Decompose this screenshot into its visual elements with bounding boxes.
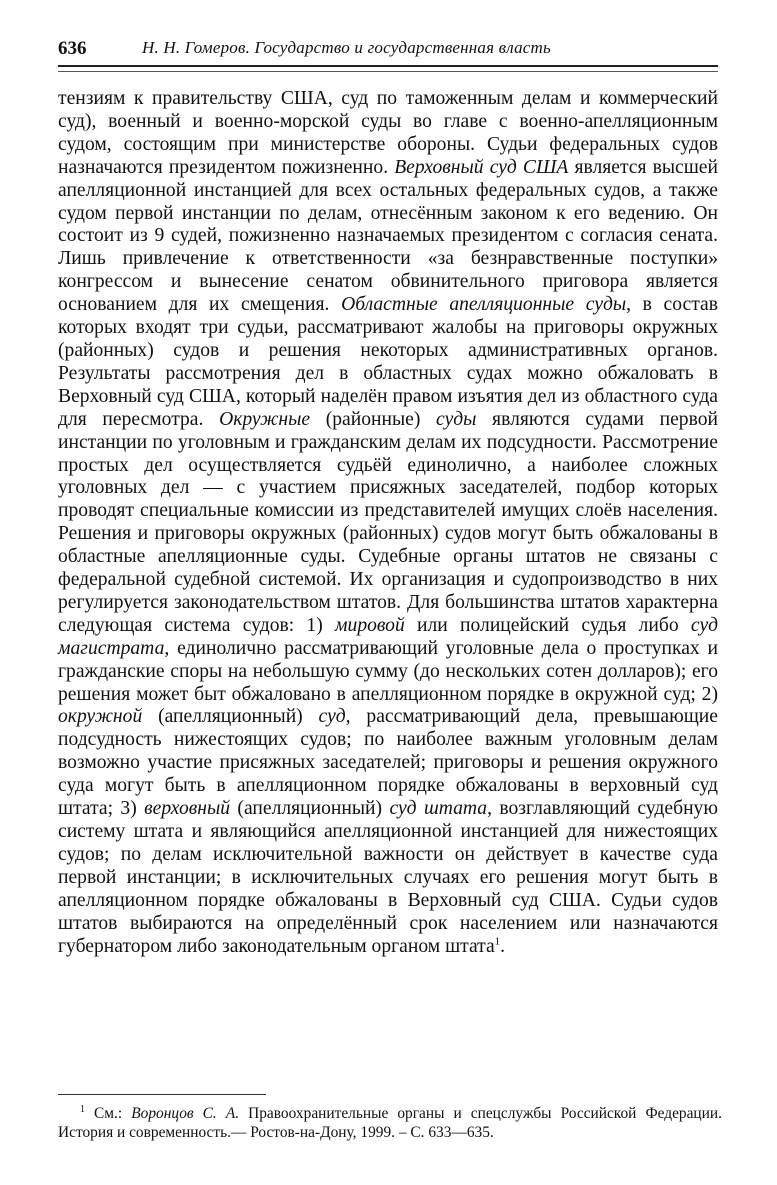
paragraph: тензиям к правительству США, суд по таможенным делам и коммерческий суд), военный и военно-морской суды во главе с военно-апелляционным судом, состоящим при министерстве обороны. Судьи федеральных судов назначаются президентом пожизненно. Верховный суд США является высшей апелляционной инстанцией для всех остальных федеральных судов, а также судом первой инстанции по делам, отнесённым законом к его ведению. Он состоит из 9 судей, пожизненно назначаемых президентом с согласия сената. Лишь привлечение к ответственности «за безнравственные поступки» конгрессом и вынесение сенатом обвинительного приговора является основанием для их смещения. Областные апелляционные суды, в состав которых входят три судьи, рассматривают жалобы на приговоры окружных (районных) судов и решения некоторых административных органов. Результаты рассмотрения дел в областных судах можно обжаловать в Верховный суд США, который наделён правом изъятия дел из областного суда для пересмотра. Окружные (районные) суды являются судами первой инстанции по уголовным и гражданским делам их подсудности. Рассмотрение простых дел осуществляется судьёй единолично, а наиболее сложных уголовных дел — с участием присяжных заседателей, подбор которых проводят специальные комиссии из представителей имущих слоёв населения. Решения и приговоры окружных (районных) судов могут быть обжалованы в областные апелляционные суды. Судебные органы штатов не связаны с федеральной судебной системой. Их организация и судопроизводство в них регулируется законодательством штатов. Для большинства штатов характерна следующая система судов: 1) мировой или полицейский судья либо суд магистрата, единолично рассматривающий уголовные дела о проступках и гражданские споры на небольшую сумму (до нескольких сотен долларов); его решения может быт обжаловано в апелляционном порядке в окружной суд; 2) окружной (апелляционный) суд, рассматривающий дела, превышающие подсудность нижестоящих судов; по наиболее важным уголовным делам возможно участие присяжных заседателей; приговоры и решения окружного суда могут быть в апелляционном порядке обжалованы в верховный суд штата; 3) верховный (апелляционный) суд штата, возглавляющий судебную систему штата и являющийся апелляционной инстанцией для нижестоящих судов; по делам исключительной важности он действует в качестве суда первой инстанции; в исключительных случаях его решения могут быть в апелляционном порядке обжалованы в Верховный суд США. Судьи судов штатов выбираются на определённый срок населением или назначаются губернатором либо законодательным органом штата$^1$. [58, 88, 718, 957]
body-text [58, 88, 718, 958]
header-rule-thin [58, 71, 718, 72]
term-district-courts-a: Окружные [219, 408, 311, 430]
term-justice-of-peace: мировой [335, 614, 405, 636]
footnote-rule [58, 1094, 266, 1095]
page-number: 636 [58, 38, 87, 59]
running-head: Н. Н. Гомеров. Государство и государственная власть [142, 38, 551, 57]
term-county-court-b: суд [318, 706, 346, 728]
term-county-court-a: окружной [58, 706, 143, 728]
term-district-courts-b: суды [436, 408, 477, 430]
footnote: $^1$ См.: Воронцов С. А. Правоохранительные органы и спецслужбы Российской Федерации. История и современность.— Ростов-на-Дону, 1999. – С. 633—635. [58, 1103, 722, 1141]
footnote-author: Воронцов С. А. [131, 1105, 240, 1122]
book-page [58, 30, 726, 1141]
term-regional-appeal-courts: Областные апелляционные суды [341, 294, 627, 316]
page-header [58, 30, 726, 64]
term-supreme-court: Верховный суд США [394, 156, 569, 178]
term-state-supreme-b: суд штата [389, 798, 488, 820]
footnote-reference[interactable]: 1 [494, 935, 501, 947]
term-state-supreme-a: верховный [144, 798, 231, 820]
term-magistrate-court: суд магистрата [58, 614, 718, 659]
header-rule-thick [58, 65, 718, 67]
footnote-mark: 1 [80, 1103, 85, 1115]
